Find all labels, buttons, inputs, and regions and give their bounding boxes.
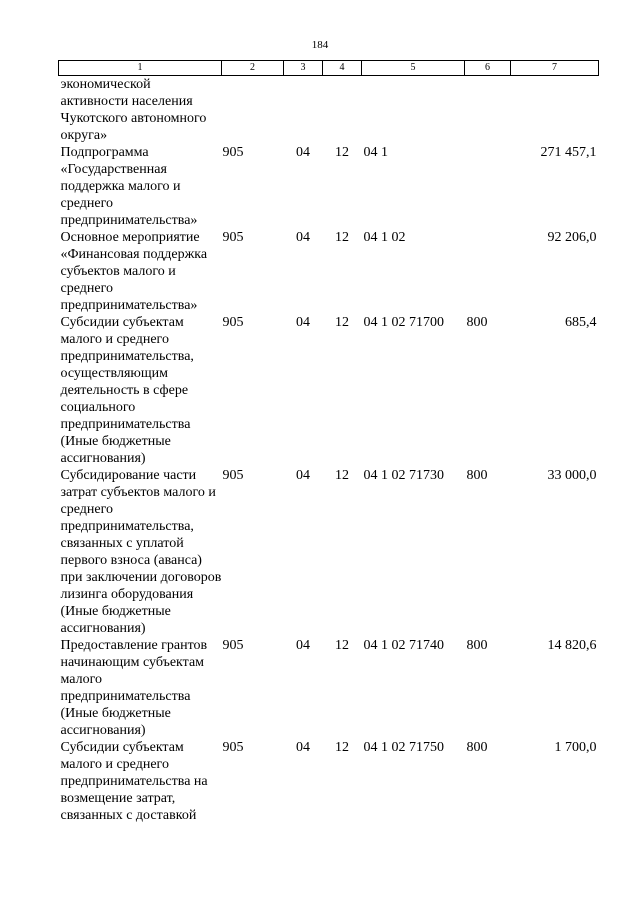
row-section: [284, 76, 323, 145]
row-amount: 685,4: [565, 315, 597, 330]
row-section: 04: [296, 740, 310, 755]
col-header-expense: 6: [465, 61, 511, 76]
table-row: [59, 739, 599, 824]
row-admin: 905: [222, 468, 244, 483]
col-header-section: 3: [284, 61, 323, 76]
row-expense: 800: [466, 315, 488, 330]
row-amount: 33 000,0: [547, 468, 597, 483]
row-target: 04 1 02: [363, 230, 406, 245]
row-name: Подпрограмма «Государственная поддержка малого и среднего предпринимательства»: [60, 145, 198, 228]
row-section: 04: [296, 230, 310, 245]
row-expense: [465, 229, 511, 314]
row-name: Предоставление грантов начинающим субъектам малого предпринимательства (Иные бюджетные ассигнования): [60, 638, 208, 738]
row-subsection: 12: [335, 145, 349, 160]
table-row: [59, 314, 599, 467]
row-section: 04: [296, 638, 310, 653]
row-expense: [465, 144, 511, 229]
row-target: 04 1 02 71750: [363, 740, 444, 755]
row-target: [362, 76, 465, 145]
row-section: 04: [296, 145, 310, 160]
row-admin: [222, 76, 284, 145]
row-subsection: 12: [335, 315, 349, 330]
col-header-subsection: 4: [323, 61, 362, 76]
page-number: 184: [311, 39, 329, 51]
row-name: Субсидии субъектам малого и среднего предпринимательства, осуществляющим деятельность в сфере социального предпринимательства (Иные бюджетные ассигнования): [60, 315, 194, 466]
row-expense: [465, 76, 511, 145]
row-target: 04 1 02 71730: [363, 468, 444, 483]
row-section: 04: [296, 468, 310, 483]
row-target: 04 1 02 71740: [363, 638, 444, 653]
budget-table: [58, 60, 599, 824]
table-row: [59, 637, 599, 739]
table-row: [59, 76, 599, 145]
row-target: 04 1 02 71700: [363, 315, 444, 330]
row-amount: 14 820,6: [547, 638, 597, 653]
row-name: Субсидирование части затрат субъектов малого и среднего предпринимательства, связанных с уплатой первого взноса (аванса) при заключении договоров лизинга оборудования (Иные бюджетные ассигнования): [60, 468, 222, 636]
col-header-name: 1: [59, 61, 222, 76]
row-section: 04: [296, 315, 310, 330]
row-subsection: 12: [335, 468, 349, 483]
row-subsection: [323, 76, 362, 145]
header-row: [59, 61, 599, 76]
row-admin: 905: [222, 145, 244, 160]
col-header-admin: 2: [222, 61, 284, 76]
row-name: экономической активности населения Чукотского автономного округа»: [60, 77, 207, 143]
row-admin: 905: [222, 230, 244, 245]
row-subsection: 12: [335, 740, 349, 755]
row-admin: 905: [222, 638, 244, 653]
row-subsection: 12: [335, 638, 349, 653]
col-header-amount: 7: [511, 61, 599, 76]
row-subsection: 12: [335, 230, 349, 245]
row-amount: 1 700,0: [554, 740, 597, 755]
row-name: Основное мероприятие «Финансовая поддержка субъектов малого и среднего предпринимательства»: [60, 230, 208, 313]
row-expense: 800: [466, 638, 488, 653]
table-row: [59, 467, 599, 637]
row-amount: 92 206,0: [547, 230, 597, 245]
row-target: 04 1: [363, 145, 388, 160]
row-expense: 800: [466, 740, 488, 755]
row-name: Субсидии субъектам малого и среднего предпринимательства на возмещение затрат, связанных с доставкой: [60, 740, 208, 823]
row-amount: [511, 76, 599, 145]
table-row: [59, 144, 599, 229]
col-header-target: 5: [362, 61, 465, 76]
row-admin: 905: [222, 740, 244, 755]
table-row: [59, 229, 599, 314]
row-amount: 271 457,1: [540, 145, 597, 160]
row-expense: 800: [466, 468, 488, 483]
row-admin: 905: [222, 315, 244, 330]
